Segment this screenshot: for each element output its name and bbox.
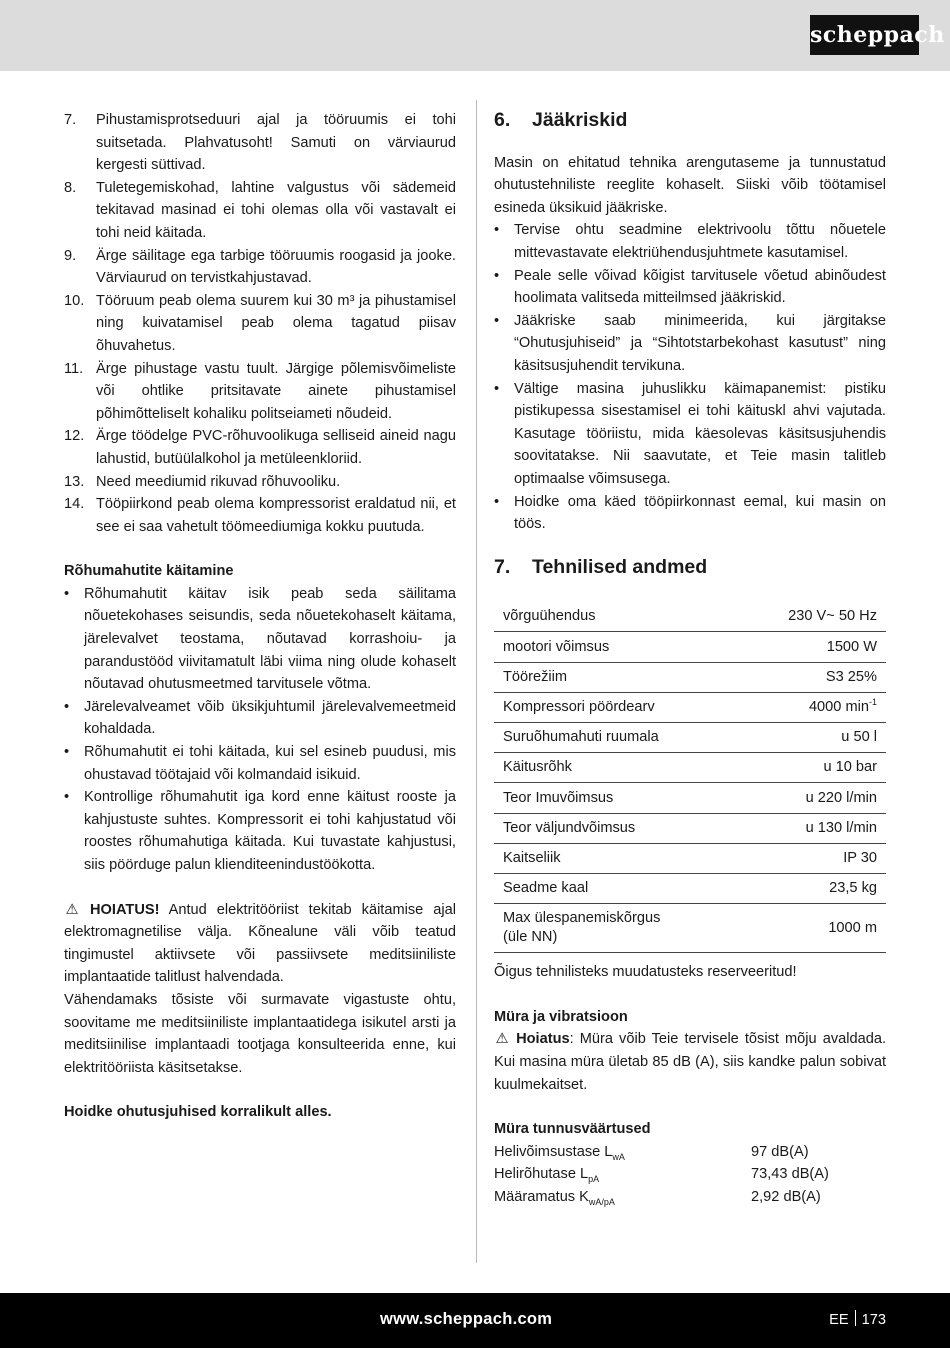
bullet-dot: • xyxy=(64,585,70,602)
item-text: Ärge säilitage ega tarbige tööruumis roogasid ja jooke. Värviaurud on tervistkahjustavad. xyxy=(96,247,456,287)
noise-value-label xyxy=(494,1163,751,1186)
bullet-text: Jääkriske saab minimeerida, kui järgitakse “Ohutusjuhiseid” ja “Sihtotstarbekohast kasutust” ning käsitsusjuhendit tervikuna. xyxy=(514,312,886,374)
spec-row xyxy=(494,692,886,722)
spec-label xyxy=(494,692,738,722)
tank-heading: Rõhumahutite käitamine xyxy=(64,563,234,580)
noise-heading: Müra ja vibratsioon xyxy=(494,1008,628,1025)
noise-values-list xyxy=(494,1141,886,1209)
warning-label: HOIATUS! xyxy=(90,901,160,918)
item-text: Pihustamisprotseduuri ajal ja tööruumis ei tohi suitsetada. Plahvatusoht! Samuti on värviaurud kergesti süttivad. xyxy=(96,112,456,174)
spec-row xyxy=(494,602,886,632)
safety-numbered-list xyxy=(64,109,456,538)
item-text: Ärge pihustage vastu tuult. Järgige põlemisvõimeliste või ohtlike pritsitavate ainete pihustamisel põhimõtteliselt kohaliku politseiameti nõudeid. xyxy=(96,360,456,422)
noise-value-label xyxy=(494,1141,751,1164)
footer-page-info xyxy=(829,1310,886,1328)
bullet-dot: • xyxy=(64,698,70,715)
spec-value-text: u 50 l xyxy=(841,729,877,746)
bullet-dot: • xyxy=(494,312,500,329)
spec-row xyxy=(494,753,886,783)
spec-row xyxy=(494,813,886,843)
spec-value xyxy=(738,662,886,692)
right-column xyxy=(494,109,886,1209)
spec-value-text: u 10 bar xyxy=(823,759,877,776)
warning-paragraph-2: Vähendamaks tõsiste või surmavate vigastuste ohtu, soovitame me meditsiiniliste implantaatidega isikutel arsti ja meditsiinilise implantaadi tootjaga konsulteerida enne, kui elektritööriista käsitsetakse. xyxy=(64,991,456,1076)
spec-value xyxy=(738,783,886,813)
item-number: 14. xyxy=(64,496,85,513)
bullet-text: Vältige masina juhuslikku käimapanemist: pistiku pistikupessa sisestamisel ei tohi käituskl ahvi vajutada. Kasutage tööriistu, mida käesolevas käsitsusjuhendis soovitatakse. Nii saavutate, et Teie masin talitleb optimaalse võimsusega. xyxy=(514,380,886,487)
bullet-item xyxy=(494,378,886,491)
spec-row xyxy=(494,904,886,953)
item-number: 7. xyxy=(64,112,77,128)
spec-label xyxy=(494,632,738,662)
column-divider xyxy=(476,100,477,1263)
item-number: 10. xyxy=(64,292,85,309)
section-6-label: Jääkriskid xyxy=(532,109,628,131)
bullet-dot: • xyxy=(494,380,500,397)
spec-label xyxy=(494,813,738,843)
reserve-note: Õigus tehnilisteks muudatusteks reserveeritud! xyxy=(494,964,797,981)
bullet-item xyxy=(64,741,456,786)
item-number: 13. xyxy=(64,473,85,490)
spec-label-text-2: (üle NN) xyxy=(503,929,558,946)
spec-value-text: 1500 W xyxy=(826,638,877,655)
spec-value xyxy=(738,602,886,632)
noise-label-sub: pA xyxy=(588,1174,600,1185)
footer-page-number: 173 xyxy=(861,1312,886,1328)
bullet-item xyxy=(64,583,456,696)
numbered-item xyxy=(64,245,456,290)
numbered-item xyxy=(64,493,456,538)
section-7-number: 7. xyxy=(494,555,511,578)
spec-row xyxy=(494,783,886,813)
spec-label-text: Teor väljundvõimsus xyxy=(503,819,636,836)
bullet-text: Rõhumahutit ei tohi käitada, kui sel esineb puudusi, mis ohustavad töötajaid või kolmandaid isikuid. xyxy=(84,744,456,783)
spec-value-text: 1000 m xyxy=(828,919,877,936)
noise-warning-label: Hoiatus xyxy=(516,1031,570,1048)
section-7-title xyxy=(494,556,886,579)
noise-warning-text: : Müra võib Teie tervisele tõsist mõju avaldada. Kui masina müra ületab 85 dB (A), siis kandke palun sobivat kuulmekaitset. xyxy=(494,1031,886,1093)
section-7-label: Tehnilised andmed xyxy=(532,555,708,578)
spec-value-text: 4000 min xyxy=(808,698,869,715)
brand-logo: scheppach xyxy=(810,15,919,55)
spec-value xyxy=(738,753,886,783)
spec-value xyxy=(738,632,886,662)
header-band xyxy=(0,0,950,71)
footer xyxy=(0,1293,950,1348)
item-text: Ärge töödelge PVC-rõhuvoolikuga selliseid aineid nagu lahustid, butüülalkohol ja metüleenkloriid. xyxy=(96,428,456,467)
item-text: Tööruum peab olema suurem kui 30 m³ ja pihustamisel ning kuivatamisel peab olema tagatud piisav õhuvahetus. xyxy=(96,292,456,354)
noise-warning xyxy=(494,1028,886,1096)
noise-value: 73,43 dB(A) xyxy=(751,1166,829,1183)
bullet-dot: • xyxy=(494,493,500,510)
numbered-item xyxy=(64,109,456,177)
noise-value: 97 dB(A) xyxy=(751,1143,809,1160)
spec-label xyxy=(494,602,738,632)
bullet-item xyxy=(494,310,886,378)
bullet-text: Peale selle võivad kõigist tarvitusele võetud abinõudest hoolimata valitseda mitteilmsed jääkriskid. xyxy=(514,267,886,307)
noise-label-text: Helirõhutase L xyxy=(494,1166,589,1183)
spec-row xyxy=(494,662,886,692)
spec-label xyxy=(494,723,738,753)
spec-label xyxy=(494,662,738,692)
spec-value xyxy=(738,813,886,843)
spec-value xyxy=(738,692,886,722)
bullet-text: Rõhumahutit käitav isik peab seda säilitama nõuetekohases seisundis, seda nõuetekohaselt käitama, järelevalvet teostama, nõutavad korrashoiu- ja parandustööd viivitamatult läbi viima ning olude kohaselt nõutavad ohutusmeetmed tarvitusele võtma. xyxy=(84,585,456,693)
bullet-text: Hoidke oma käed tööpiirkonnast eemal, kui masin on töös. xyxy=(514,493,886,533)
item-number: 9. xyxy=(64,247,77,264)
tank-bullet-list xyxy=(64,583,456,877)
bullet-item xyxy=(494,265,886,310)
left-column xyxy=(64,109,456,1124)
spec-value xyxy=(738,843,886,873)
bullet-item xyxy=(64,696,456,741)
warning-triangle-icon: ⚠ xyxy=(495,1031,509,1048)
spec-label-text: Max ülespanemiskõrgus xyxy=(503,910,661,927)
item-text: Need meediumid rikuvad rõhuvooliku. xyxy=(96,473,341,490)
spec-row xyxy=(494,873,886,903)
item-text: Tööpiirkond peab olema kompressorist eraldatud nii, et see ei saa vahetult töömeediumiga kokku puutuda. xyxy=(96,496,456,535)
noise-value: 2,92 dB(A) xyxy=(751,1188,821,1205)
spec-label-text: Seadme kaal xyxy=(503,880,589,897)
numbered-item xyxy=(64,425,456,470)
spec-value-text: u 130 l/min xyxy=(805,819,877,836)
residual-risk-list xyxy=(494,219,886,535)
spec-value-text: S3 25% xyxy=(825,668,877,685)
spec-label-text: Käitusrõhk xyxy=(503,759,572,776)
noise-label-text: Määramatus K xyxy=(494,1188,589,1205)
spec-value-text: u 220 l/min xyxy=(805,789,877,806)
spec-row xyxy=(494,843,886,873)
item-number: 8. xyxy=(64,179,77,196)
footer-lang: EE xyxy=(829,1312,849,1328)
noise-label-sub: wA/pA xyxy=(588,1196,615,1207)
spec-value xyxy=(738,904,886,953)
bullet-dot: • xyxy=(64,744,70,761)
footer-url: www.scheppach.com xyxy=(380,1310,553,1328)
spec-label-text: Suruõhumahuti ruumala xyxy=(503,729,659,746)
spec-label xyxy=(494,783,738,813)
numbered-item xyxy=(64,358,456,426)
noise-value-row xyxy=(494,1186,886,1209)
spec-label-text: Kompressori pöördearv xyxy=(503,698,655,715)
spec-value-text: 23,5 kg xyxy=(829,880,877,897)
spec-value xyxy=(738,723,886,753)
numbered-item xyxy=(64,290,456,358)
warning-text: Antud elektritööriist tekitab käitamise ajal elektromagnetilise välja. Kõnealune väli võib teatud tingimustel aktiivsete või passiivsete meditsiiniliste implantaatide talitlust halvendada. xyxy=(64,901,456,986)
spec-value-text: 230 V~ 50 Hz xyxy=(788,608,877,625)
numbered-item xyxy=(64,471,456,494)
spec-label xyxy=(494,843,738,873)
technical-data-table xyxy=(494,602,886,953)
item-number: 11. xyxy=(64,360,84,377)
noise-label-sub: wA xyxy=(612,1151,625,1162)
bullet-text: Järelevalveamet võib üksikjuhtumil järelevalvemeetmeid kohaldada. xyxy=(84,698,456,738)
spec-value-sup: -1 xyxy=(868,697,877,708)
spec-label-text: Töörežiim xyxy=(503,668,568,685)
bullet-dot: • xyxy=(494,267,500,284)
spec-label-text: Kaitseliik xyxy=(503,849,561,866)
spec-label-text: Teor Imuvõimsus xyxy=(503,789,614,806)
warning-paragraph xyxy=(64,899,456,989)
spec-label xyxy=(494,753,738,783)
spec-label xyxy=(494,904,738,953)
spec-row xyxy=(494,723,886,753)
section-6-title xyxy=(494,109,886,132)
spec-row xyxy=(494,632,886,662)
item-text: Tuletegemiskohad, lahtine valgustus või sädemeid tekitavad masinad ei tohi olemas olla või vastavalt ei tohi neid käitada. xyxy=(96,179,456,241)
bullet-item xyxy=(494,491,886,536)
spec-label-text: võrguühendus xyxy=(503,608,596,625)
section-6-intro: Masin on ehitatud tehnika arengutaseme ja tunnustatud ohutustehniliste reeglite kohaselt. Siiski võib töötamisel esineda üksikuid jääkriske. xyxy=(494,154,886,216)
bullet-dot: • xyxy=(64,789,70,806)
section-6-number: 6. xyxy=(494,109,511,131)
noise-label-text: Helivõimsustase L xyxy=(494,1143,613,1160)
bullet-text: Kontrollige rõhumahutit iga kord enne käitust rooste ja kahjustuste suhtes. Kompressorit ei tohi kahjustatud või roostes rõhumahutiga käitada. Kui tuvastate kahjustusi, siis pöörduge palun klienditeenindustöökotta. xyxy=(84,789,456,873)
bullet-text: Tervise ohtu seadmine elektrivoolu tõttu nõuetele mittevastavate elektriühendusjuhtmete kasutamisel. xyxy=(514,222,886,261)
bullet-item xyxy=(494,219,886,264)
keep-instructions: Hoidke ohutusjuhised korralikult alles. xyxy=(64,1104,332,1121)
noise-value-label xyxy=(494,1186,751,1209)
warning-triangle-icon: ⚠ xyxy=(65,901,79,918)
spec-value xyxy=(738,873,886,903)
noise-value-row xyxy=(494,1163,886,1186)
spec-value-text: IP 30 xyxy=(843,849,877,866)
bullet-dot: • xyxy=(494,222,500,239)
bullet-item xyxy=(64,786,456,876)
spec-label xyxy=(494,873,738,903)
noise-value-row xyxy=(494,1141,886,1164)
footer-separator xyxy=(855,1310,856,1326)
spec-label-text: mootori võimsus xyxy=(503,638,610,655)
numbered-item xyxy=(64,177,456,245)
item-number: 12. xyxy=(64,428,85,445)
noise-values-heading: Müra tunnusväärtused xyxy=(494,1121,651,1138)
